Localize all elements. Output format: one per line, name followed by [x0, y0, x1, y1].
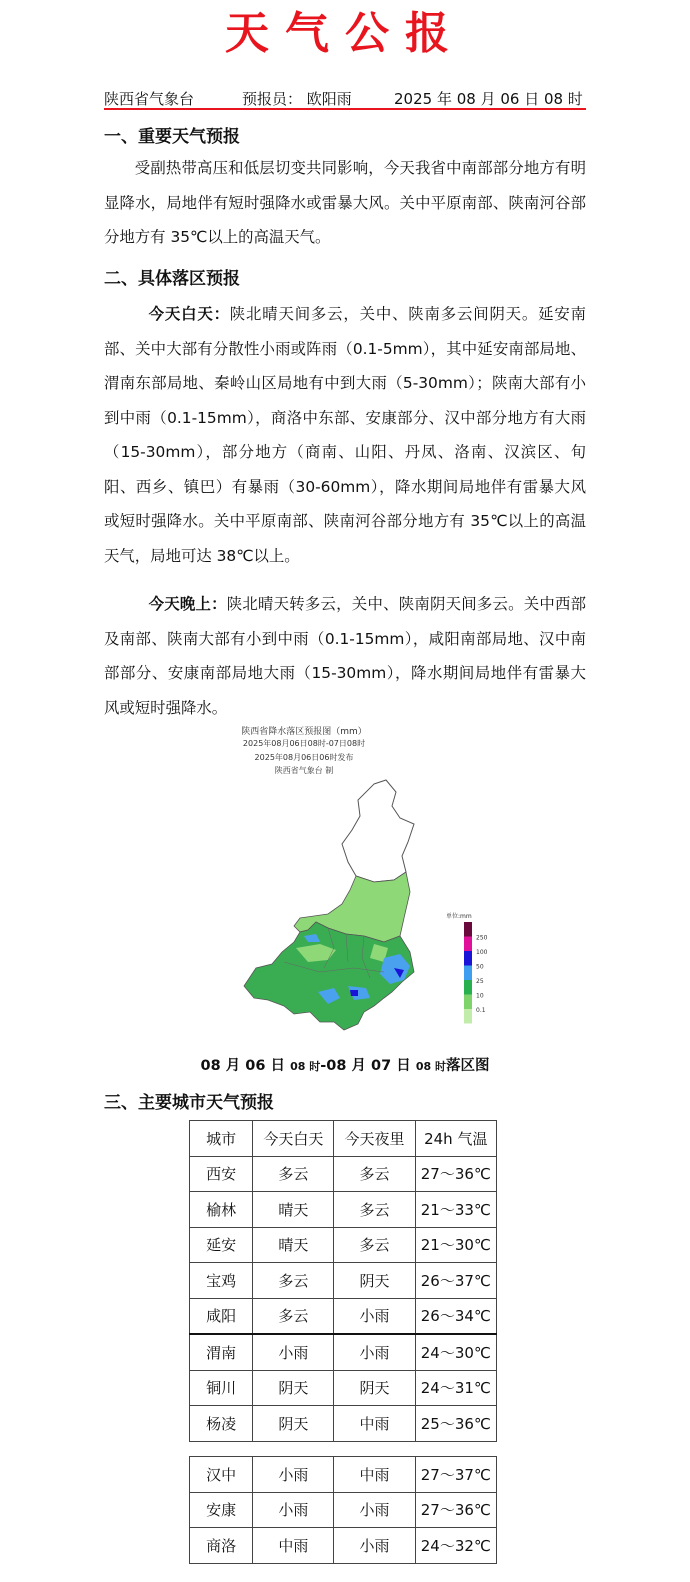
day-weather-cell: 小雨 — [253, 1334, 334, 1370]
city-cell: 汉中 — [190, 1457, 253, 1493]
temperature-cell: 27～36℃ — [415, 1492, 496, 1528]
header-cell: 24h 气温 — [415, 1121, 496, 1157]
precipitation-legend — [464, 922, 488, 1024]
night-weather-cell: 阴天 — [334, 1263, 415, 1299]
city-cell: 西安 — [190, 1156, 253, 1192]
temperature-cell: 27～37℃ — [415, 1457, 496, 1493]
bulletin-title: 天气公报 — [225, 8, 465, 59]
day-weather-cell: 小雨 — [253, 1457, 334, 1493]
legend-label: 100 — [476, 949, 488, 956]
table-row — [190, 1298, 497, 1334]
temperature-cell: 21～30℃ — [415, 1227, 496, 1263]
legend-label: 250 — [476, 934, 488, 942]
legend-label: 10 — [476, 992, 484, 1000]
table-header-row — [190, 1121, 497, 1157]
day-forecast — [104, 297, 586, 573]
map-issued: 2025年08月06日06时发布 — [254, 753, 354, 762]
caption-hour-end: 08 时 — [415, 1060, 446, 1073]
legend-swatch — [464, 995, 472, 1010]
legend-swatch — [464, 922, 472, 937]
day-weather-cell: 小雨 — [253, 1492, 334, 1528]
temperature-cell: 24～30℃ — [415, 1334, 496, 1370]
night-forecast — [104, 587, 586, 725]
rainstorm-area — [350, 990, 358, 996]
table-row — [190, 1156, 497, 1192]
agency-name: 陕西省气象台 — [104, 90, 195, 108]
forecaster-name: 预报员： 欧阳雨 — [242, 90, 352, 108]
night-weather-cell: 小雨 — [334, 1334, 415, 1370]
city-cell: 宝鸡 — [190, 1263, 253, 1299]
day-forecast-lead: 今天白天： — [148, 305, 230, 323]
city-cell: 铜川 — [190, 1370, 253, 1406]
day-weather-cell: 多云 — [253, 1263, 334, 1299]
section1-text: 受副热带高压和低层切变共同影响，今天我省中南部部分地方有明显降水，局地伴有短时强降水或雷暴大风。关中平原南部、陕南河谷部分地方有 35℃以上的高温天气。 — [104, 159, 586, 246]
night-forecast-lead: 今天晚上： — [148, 595, 227, 613]
header-cell: 今天夜里 — [334, 1121, 415, 1157]
night-weather-cell: 阴天 — [334, 1370, 415, 1406]
night-weather-cell: 多云 — [334, 1192, 415, 1228]
map-caption — [0, 1054, 690, 1075]
table-row — [190, 1192, 497, 1228]
table-row — [190, 1406, 497, 1442]
map-title: 陕西省降水落区预报图（mm） — [241, 727, 367, 737]
table-row — [190, 1457, 497, 1493]
legend-swatch — [464, 980, 472, 995]
city-forecast-table-continued — [189, 1456, 497, 1564]
day-weather-cell: 阴天 — [253, 1370, 334, 1406]
map-maker: 陕西省气象台 制 — [274, 766, 334, 775]
night-weather-cell: 中雨 — [334, 1406, 415, 1442]
city-cell: 安康 — [190, 1492, 253, 1528]
caption-hour-start: 08 时 — [290, 1060, 321, 1073]
caption-date-start: 08 月 06 日 — [200, 1058, 291, 1074]
legend-swatch — [464, 937, 472, 952]
temperature-cell: 24～32℃ — [415, 1528, 496, 1564]
city-cell: 商洛 — [190, 1528, 253, 1564]
precipitation-map — [224, 722, 514, 1042]
city-forecast-table — [189, 1120, 497, 1442]
city-cell: 延安 — [190, 1227, 253, 1263]
day-weather-cell: 中雨 — [253, 1528, 334, 1564]
legend-label: 25 — [476, 978, 484, 985]
header-cell: 今天白天 — [253, 1121, 334, 1157]
header-cell: 城市 — [190, 1121, 253, 1157]
legend-swatch — [464, 951, 472, 966]
day-weather-cell: 晴天 — [253, 1192, 334, 1228]
night-weather-cell: 小雨 — [334, 1492, 415, 1528]
night-weather-cell: 小雨 — [334, 1298, 415, 1334]
caption-date-end: -08 月 07 日 — [320, 1058, 416, 1074]
legend-swatch — [464, 1009, 472, 1024]
map-period: 2025年08月06日08时-07日08时 — [242, 739, 366, 748]
day-forecast-text: 陕北晴天间多云，关中、陕南多云间阴天。延安南部、关中大部有分散性小雨或阵雨（0.1-5mm），其中延安南部局地、渭南东部局地、秦岭山区局地有中到大雨（5-30mm）；陕南大部有小到中雨（0.1-15mm），商洛中东部、安康部分、汉中部分地方有大雨（15-30mm），部分地方（商南、山阳、丹凤、洛南、汉滨区、旬阳、西乡、镇巴）有暴雨（30-60mm），降水期间局地伴有雷暴大风或短时强降水。关中平原南部、陕南河谷部分地方有 35℃以上的高温天气，局地可达 38℃以上。 — [104, 305, 586, 565]
table-row — [190, 1492, 497, 1528]
day-weather-cell: 多云 — [253, 1156, 334, 1192]
night-weather-cell: 中雨 — [334, 1457, 415, 1493]
city-cell: 咸阳 — [190, 1298, 253, 1334]
legend-swatch — [464, 966, 472, 981]
shaanbei-region — [342, 780, 414, 882]
temperature-cell: 27～36℃ — [415, 1156, 496, 1192]
night-forecast-text: 陕北晴天转多云，关中、陕南阴天间多云。关中西部及南部、陕南大部有小到中雨（0.1-15mm），咸阳南部局地、汉中南部部分、安康南部局地大雨（15-30mm），降水期间局地伴有雷暴大风或短时强降水。 — [104, 595, 586, 717]
caption-suffix: 落区图 — [445, 1058, 490, 1074]
day-weather-cell: 晴天 — [253, 1227, 334, 1263]
night-weather-cell: 多云 — [334, 1227, 415, 1263]
legend-label: 0.1 — [476, 1007, 486, 1014]
table-row — [190, 1227, 497, 1263]
city-cell: 榆林 — [190, 1192, 253, 1228]
legend-label: 50 — [476, 963, 484, 971]
table-row — [190, 1334, 497, 1370]
section1-heading: 一、重要天气预报 — [104, 127, 240, 147]
table-row — [190, 1263, 497, 1299]
table-row — [190, 1528, 497, 1564]
temperature-cell: 24～31℃ — [415, 1370, 496, 1406]
header-divider — [104, 108, 586, 110]
temperature-cell: 26～34℃ — [415, 1298, 496, 1334]
table-row — [190, 1370, 497, 1406]
night-weather-cell: 小雨 — [334, 1528, 415, 1564]
day-weather-cell: 多云 — [253, 1298, 334, 1334]
issue-datetime: 2025 年 08 月 06 日 08 时 — [394, 90, 583, 108]
legend-unit: 单位:mm — [446, 913, 472, 920]
temperature-cell: 21～33℃ — [415, 1192, 496, 1228]
night-weather-cell: 多云 — [334, 1156, 415, 1192]
temperature-cell: 26～37℃ — [415, 1263, 496, 1299]
section2-heading: 二、具体落区预报 — [104, 269, 240, 289]
day-weather-cell: 阴天 — [253, 1406, 334, 1442]
temperature-cell: 25～36℃ — [415, 1406, 496, 1442]
city-cell: 渭南 — [190, 1334, 253, 1370]
city-cell: 杨凌 — [190, 1406, 253, 1442]
section3-heading: 三、主要城市天气预报 — [104, 1093, 274, 1113]
